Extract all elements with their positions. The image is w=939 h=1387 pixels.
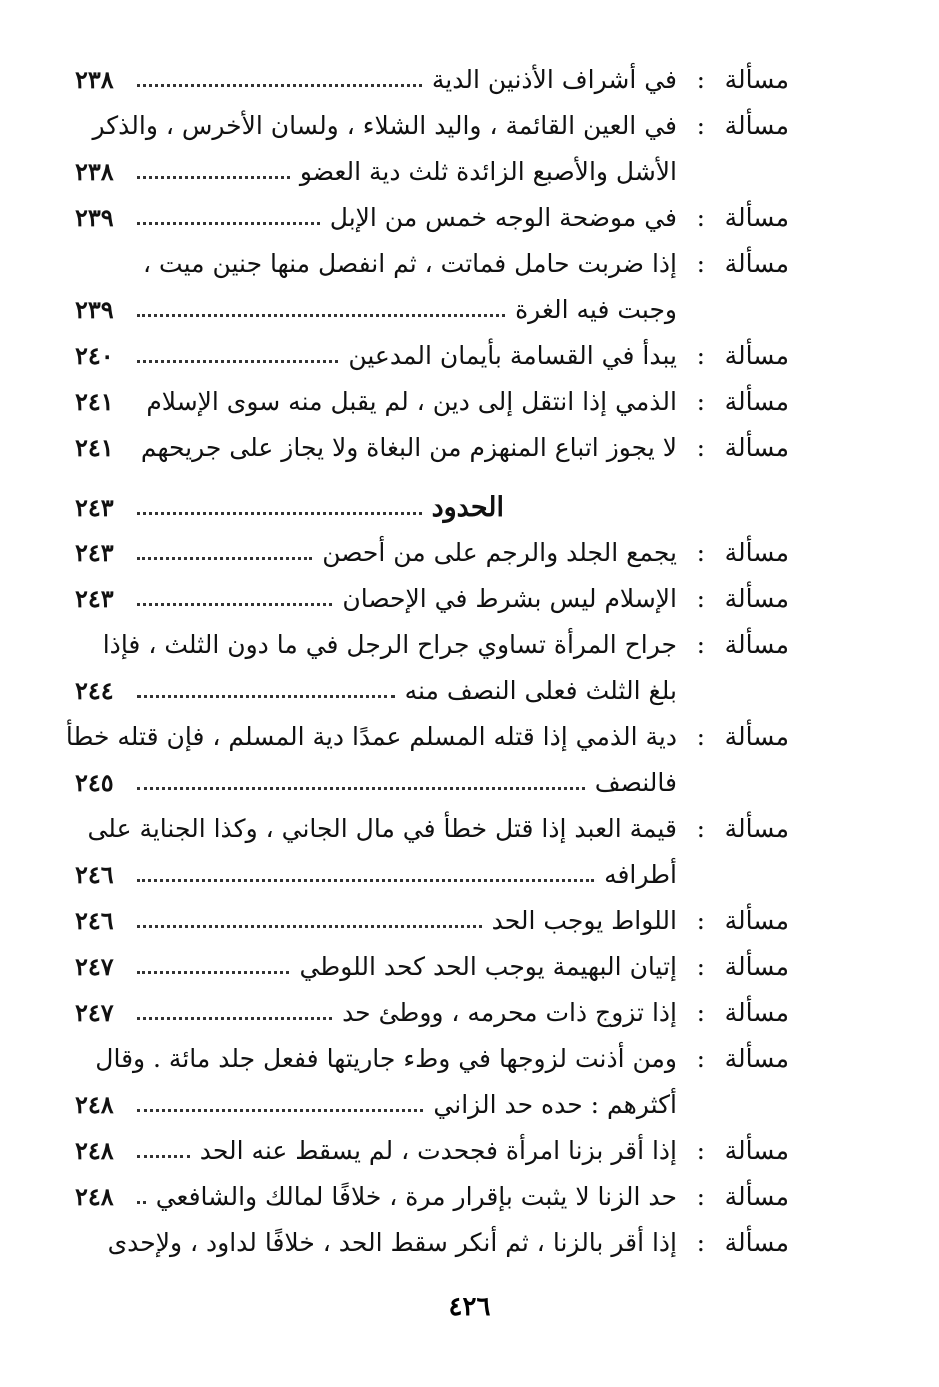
entry-line: [75, 103, 789, 149]
entry-label: مسألة: [724, 387, 789, 416]
index-entry: [75, 195, 789, 241]
entry-page-number: ٢٤١: [75, 433, 114, 462]
entry-colon: :: [696, 630, 705, 659]
entry-label: مسألة: [724, 433, 789, 462]
entry-text: إتيان البهيمة يوجب الحد كحد اللوطي: [299, 952, 677, 981]
entry-text: في العين القائمة ، واليد الشلاء ، ولسان الأخرس ، والذكر: [92, 111, 677, 140]
entry-text: جراح المرأة تساوي جراح الرجل في ما دون الثلث ، فإذا: [102, 630, 677, 659]
page-number: ٤٢٦: [448, 1292, 491, 1321]
entry-line: [75, 149, 789, 195]
entry-label: مسألة: [724, 249, 789, 278]
dot-leader: [137, 176, 290, 179]
entry-colon: :: [696, 1228, 705, 1257]
index-entry: [75, 898, 789, 944]
entry-text: حد الزنا لا يثبت بإقرار مرة ، خلافًا لمالك والشافعي: [155, 1182, 677, 1211]
entry-colon: :: [696, 65, 705, 94]
entry-page-number: ٢٣٨: [75, 157, 114, 186]
index-entry: [75, 1128, 789, 1174]
entry-text: اللواط يوجب الحد: [491, 906, 677, 935]
entry-colon: :: [696, 814, 705, 843]
entry-line: [75, 333, 789, 379]
entry-colon: :: [696, 387, 705, 416]
dot-leader: [137, 557, 312, 560]
index-entry: [75, 806, 789, 898]
entry-colon: :: [696, 906, 705, 935]
entry-label: مسألة: [724, 1228, 789, 1257]
entry-text: الإسلام ليس بشرط في الإحصان: [342, 584, 677, 613]
entry-line: [75, 806, 789, 852]
entry-page-number: ٢٤٠: [75, 341, 114, 370]
entry-colon: :: [696, 1182, 705, 1211]
entry-text: إذا أقر بالزنا ، ثم أنكر سقط الحد ، خلافًا لداود ، ولإحدى: [107, 1228, 677, 1257]
entry-text: قيمة العبد إذا قتل خطأ في مال الجاني ، وكذا الجناية على: [87, 814, 677, 843]
entry-page-number: ٢٣٨: [75, 65, 114, 94]
entry-text: يجمع الجلد والرجم على من أحصن: [322, 538, 677, 567]
index-entry: [75, 622, 789, 714]
index-entry: [75, 530, 789, 576]
entry-label: مسألة: [724, 630, 789, 659]
entry-label: مسألة: [724, 538, 789, 567]
entry-page-number: ٢٤٨: [75, 1090, 114, 1119]
index-entry: [75, 241, 789, 333]
entry-page-number: ٢٤٧: [75, 998, 114, 1027]
dot-leader: [137, 360, 338, 363]
section-heading-page-number: ٢٤٣: [75, 493, 114, 522]
entry-colon: :: [696, 1044, 705, 1073]
entry-text: أطرافه: [604, 860, 677, 889]
entry-line: [75, 241, 789, 287]
index-entry: [75, 944, 789, 990]
entry-page-number: ٢٤٦: [75, 860, 114, 889]
dot-leader: [137, 879, 594, 882]
entry-page-number: ٢٤٥: [75, 768, 114, 797]
entry-colon: :: [696, 249, 705, 278]
entry-label: مسألة: [724, 998, 789, 1027]
entry-text: وجبت فيه الغرة: [515, 295, 677, 324]
entry-colon: :: [696, 203, 705, 232]
entry-page-number: ٢٤٣: [75, 538, 114, 567]
entry-colon: :: [696, 433, 705, 462]
index-entry: [75, 333, 789, 379]
entry-line: [75, 576, 789, 622]
entry-line: [75, 944, 789, 990]
entry-text: يبدأ في القسامة بأيمان المدعين: [348, 341, 677, 370]
entry-colon: :: [696, 952, 705, 981]
entry-label: مسألة: [724, 341, 789, 370]
entry-page-number: ٢٤٨: [75, 1182, 114, 1211]
entry-line: [75, 1174, 789, 1220]
index-entry: [75, 576, 789, 622]
section-heading-title: الحدود: [431, 492, 504, 523]
entry-line: [75, 425, 789, 471]
entry-text: أكثرهم : حده حد الزاني: [433, 1090, 677, 1119]
dot-leader: [137, 512, 422, 515]
index-entry: [75, 1174, 789, 1220]
dot-leader: [137, 84, 422, 87]
dot-leader: [137, 971, 289, 974]
entry-line: [75, 898, 789, 944]
dot-leader: [137, 1109, 423, 1112]
entry-line: [75, 1128, 789, 1174]
entry-line: [75, 287, 789, 333]
entry-label: مسألة: [724, 203, 789, 232]
dot-leader: [137, 695, 395, 698]
entry-colon: :: [696, 722, 705, 751]
entry-colon: :: [696, 998, 705, 1027]
dot-leader: [137, 314, 505, 317]
entry-line: [75, 852, 789, 898]
entry-label: مسألة: [724, 814, 789, 843]
entry-colon: :: [696, 538, 705, 567]
entry-text: ومن أذنت لزوجها في وطء جاريتها ففعل جلد مائة . وقال: [95, 1044, 677, 1073]
entry-text: في موضحة الوجه خمس من الإبل: [329, 203, 677, 232]
dot-leader: [137, 1017, 332, 1020]
entry-label: مسألة: [724, 722, 789, 751]
index-entry: [75, 57, 789, 103]
entry-label: مسألة: [724, 1182, 789, 1211]
index-entry: [75, 1036, 789, 1128]
entry-line: [75, 195, 789, 241]
entry-page-number: ٢٤٨: [75, 1136, 114, 1165]
entry-text: إذا تزوج ذات محرمه ، ووطئ حد: [342, 998, 677, 1027]
dot-leader: [137, 1201, 146, 1204]
entry-colon: :: [696, 1136, 705, 1165]
entry-line: [75, 760, 789, 806]
entry-line: [75, 530, 789, 576]
dot-leader: [137, 787, 585, 790]
index-entry: [75, 379, 789, 425]
entry-label: مسألة: [724, 906, 789, 935]
entry-label: مسألة: [724, 1136, 789, 1165]
entry-line: [75, 622, 789, 668]
entry-text: بلغ الثلث فعلى النصف منه: [404, 676, 677, 705]
entry-text: دية الذمي إذا قتله المسلم عمدًا دية المسلم ، فإن قتله خطأ: [65, 722, 677, 751]
entry-line: [75, 57, 789, 103]
index-entry: [75, 990, 789, 1036]
entry-text: الذمي إذا انتقل إلى دين ، لم يقبل منه سوى الإسلام: [146, 387, 677, 416]
entry-page-number: ٢٣٩: [75, 295, 114, 324]
dot-leader: [137, 1155, 190, 1158]
entry-colon: :: [696, 341, 705, 370]
entry-line: [65, 714, 789, 760]
entry-label: مسألة: [724, 584, 789, 613]
entry-line: [75, 990, 789, 1036]
entry-text: لا يجوز اتباع المنهزم من البغاة ولا يجاز على جريحهم: [140, 433, 677, 462]
entry-text: فالنصف: [594, 768, 677, 797]
entry-page-number: ٢٣٩: [75, 203, 114, 232]
dot-leader: [137, 222, 320, 225]
entry-text: الأشل والأصبع الزائدة ثلث دية العضو: [299, 157, 677, 186]
entry-page-number: ٢٤٣: [75, 584, 114, 613]
entry-line: [75, 1036, 789, 1082]
entry-label: مسألة: [724, 65, 789, 94]
entry-label: مسألة: [724, 952, 789, 981]
index-entry: [75, 425, 789, 471]
entry-page-number: ٢٤٧: [75, 952, 114, 981]
entry-colon: :: [696, 111, 705, 140]
dot-leader: [137, 925, 482, 928]
entry-page-number: ٢٤٦: [75, 906, 114, 935]
section-heading: [75, 485, 779, 531]
entry-label: مسألة: [724, 111, 789, 140]
index-entry: [75, 103, 789, 195]
entry-line: [75, 379, 789, 425]
entry-page-number: ٢٤١: [75, 387, 114, 416]
entry-line: [75, 668, 789, 714]
dot-leader: [137, 603, 332, 606]
entry-line: [75, 1082, 789, 1128]
index-entry: [65, 714, 789, 806]
entry-page-number: ٢٤٤: [75, 676, 114, 705]
entry-colon: :: [696, 584, 705, 613]
entry-label: مسألة: [724, 1044, 789, 1073]
index-entry: [75, 1220, 789, 1266]
entry-text: إذا ضربت حامل فماتت ، ثم انفصل منها جنين ميت ،: [143, 249, 677, 278]
entry-text: إذا أقر بزنا امرأة فجحدت ، لم يسقط عنه الحد: [199, 1136, 677, 1165]
entry-line: [75, 1220, 789, 1266]
entry-text: في أشراف الأذنين الدية: [431, 65, 677, 94]
